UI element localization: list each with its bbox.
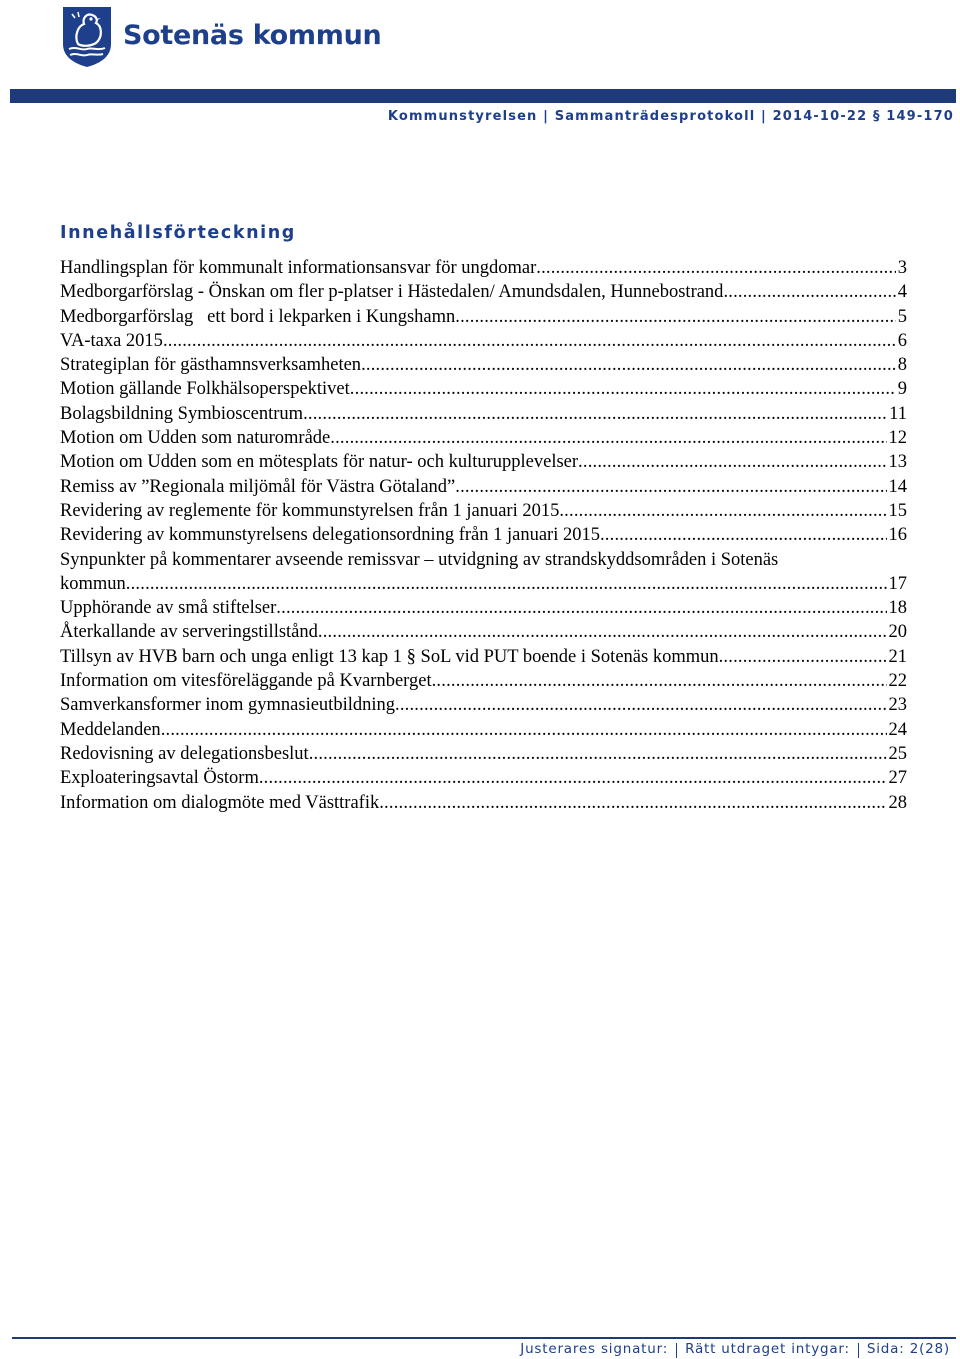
toc-entry[interactable] <box>60 791 907 815</box>
paragraph-range: § 149-170 <box>872 109 954 124</box>
toc-entry-page: 25 <box>888 743 907 764</box>
section-name: Kommunstyrelsen <box>387 109 538 124</box>
page-number: Sida: 2(28) <box>866 1341 950 1357</box>
toc-entry[interactable] <box>60 523 907 547</box>
toc-entry-title: Information om vitesföreläggande på Kvarnberget <box>60 671 432 692</box>
toc-entry-title: Synpunkter på kommentarer avseende remissvar – utvidgning av strandskyddsområden i Sotenäs <box>60 549 779 570</box>
dot-leader <box>163 329 896 353</box>
toc-entry-title: Meddelanden <box>60 719 161 740</box>
signature-label: Justerares signatur: <box>520 1341 669 1357</box>
toc-entry-title: Motion gällande Folkhälsoperspektivet <box>60 379 350 400</box>
dot-leader <box>350 377 896 401</box>
toc-entry[interactable] <box>60 693 907 717</box>
toc-entry-title: Upphörande av små stiftelser <box>60 598 277 619</box>
dot-leader <box>719 645 887 669</box>
toc-entry-title: Tillsyn av HVB barn och unga enligt 13 kap 1 § SoL vid PUT boende i Sotenäs kommun <box>60 646 719 667</box>
municipal-crest-icon <box>60 4 114 68</box>
dot-leader <box>600 523 887 547</box>
toc-entry-page: 16 <box>888 525 907 546</box>
dot-leader <box>161 718 887 742</box>
toc-entry-title: Revidering av reglemente för kommunstyrelsen från 1 januari 2015 <box>60 500 560 521</box>
toc-entry-page: 12 <box>888 428 907 449</box>
toc-entry-page: 18 <box>888 598 907 619</box>
toc-entry-title: Handlingsplan för kommunalt informationsansvar för ungdomar <box>60 258 537 278</box>
footer-rule <box>12 1337 956 1339</box>
toc-entry-title: Medborgarförslag - Önskan om fler p-platser i Hästedalen/ Amundsdalen, Hunnebostrand <box>60 282 724 303</box>
toc-entry[interactable] <box>60 450 907 474</box>
toc-entry-title: Information om dialogmöte med Västtrafik <box>60 792 380 813</box>
toc-entry-title: Medborgarförslag ett bord i lekparken i Kungshamn <box>60 306 456 327</box>
toc-entry-title: Motion om Udden som en mötesplats för natur- och kulturupplevelser <box>60 452 579 473</box>
dot-leader <box>578 450 886 474</box>
header-bar <box>10 89 956 103</box>
document-type: Sammanträdesprotokoll <box>554 109 756 124</box>
toc-entry-title: Återkallande av serveringstillstånd <box>60 622 318 643</box>
toc-entry[interactable] <box>60 426 907 450</box>
toc-entry[interactable] <box>60 620 907 644</box>
toc-heading: Innehållsförteckning <box>60 223 296 243</box>
toc-entry-page: 6 <box>897 330 907 351</box>
toc-entry[interactable] <box>60 353 907 377</box>
toc-entry[interactable] <box>60 742 907 766</box>
toc-entry[interactable] <box>60 329 907 353</box>
toc-entry-page: 27 <box>888 768 907 789</box>
toc-entry-title: Revidering av kommunstyrelsens delegationsordning från 1 januari 2015 <box>60 525 600 546</box>
toc-entry-page: 22 <box>888 671 907 692</box>
toc-entry[interactable] <box>60 596 907 620</box>
toc-entry-title: Motion om Udden som naturområde <box>60 428 331 449</box>
dot-leader <box>126 572 887 596</box>
toc-entry[interactable] <box>60 402 907 426</box>
toc-entry[interactable] <box>60 669 907 693</box>
dot-leader <box>723 280 895 304</box>
toc-entry-page: 8 <box>897 355 907 376</box>
dot-leader <box>276 596 886 620</box>
excerpt-certification-label: Rätt utdraget intygar: <box>685 1341 850 1357</box>
toc-entry[interactable] <box>60 499 907 523</box>
toc-entry-line2[interactable] <box>60 572 907 596</box>
dot-leader <box>536 256 895 280</box>
toc-entry-title: VA-taxa 2015 <box>60 330 163 351</box>
toc-entry-page: 3 <box>897 258 907 278</box>
toc-entry-title: Samverkansformer inom gymnasieutbildning <box>60 695 395 716</box>
toc-entry-title: kommun <box>60 573 126 594</box>
footer-separator <box>676 1343 677 1358</box>
toc-entry-page: 11 <box>889 403 907 424</box>
toc-entry[interactable] <box>60 718 907 742</box>
toc-entry-page: 24 <box>888 719 907 740</box>
toc-entry-title: Strategiplan för gästhamnsverksamheten <box>60 355 362 376</box>
dot-leader <box>395 693 887 717</box>
dot-leader <box>432 669 887 693</box>
toc-entry-page: 15 <box>888 500 907 521</box>
dot-leader <box>379 791 886 815</box>
dot-leader <box>361 353 896 377</box>
meeting-date: 2014-10-22 <box>772 109 868 124</box>
toc-entry-page: 5 <box>897 306 907 327</box>
toc-entry-page: 28 <box>888 792 907 813</box>
toc-entry-page: 4 <box>897 282 907 303</box>
dot-leader <box>455 305 895 329</box>
dot-leader <box>303 402 887 426</box>
organization-name: Sotenäs kommun <box>123 19 382 51</box>
toc-entry-title: Exploateringsavtal Östorm <box>60 768 259 789</box>
toc-entry[interactable] <box>60 280 907 304</box>
header-separator: | <box>543 109 555 124</box>
toc-entry[interactable] <box>60 645 907 669</box>
toc-entry-page: 17 <box>888 573 907 594</box>
dot-leader <box>330 426 886 450</box>
toc-entry-page: 14 <box>888 476 907 497</box>
footer <box>520 1341 950 1358</box>
toc-entry[interactable] <box>60 256 907 280</box>
toc-entry[interactable] <box>60 766 907 790</box>
toc-entry-line1[interactable] <box>60 548 907 572</box>
footer-separator <box>858 1343 859 1358</box>
toc-entry-page: 13 <box>888 452 907 473</box>
toc-entry-title: Bolagsbildning Symbioscentrum <box>60 403 304 424</box>
toc-entry[interactable] <box>60 305 907 329</box>
dot-leader <box>559 499 886 523</box>
toc-entry-title: Redovisning av delegationsbeslut <box>60 743 309 764</box>
document-header <box>388 109 954 124</box>
dot-leader <box>259 766 887 790</box>
toc-entry[interactable] <box>60 475 907 499</box>
table-of-contents <box>60 256 907 815</box>
logo <box>60 4 381 68</box>
toc-entry-page: 9 <box>897 379 907 400</box>
toc-entry-page: 23 <box>888 695 907 716</box>
toc-entry[interactable] <box>60 377 907 401</box>
toc-entry-title: Remiss av ”Regionala miljömål för Västra Götaland” <box>60 476 456 497</box>
toc-entry-page: 20 <box>888 622 907 643</box>
toc-entry-page: 21 <box>888 646 907 667</box>
dot-leader <box>455 475 886 499</box>
header-separator: | <box>761 109 773 124</box>
dot-leader <box>309 742 887 766</box>
dot-leader <box>318 620 887 644</box>
